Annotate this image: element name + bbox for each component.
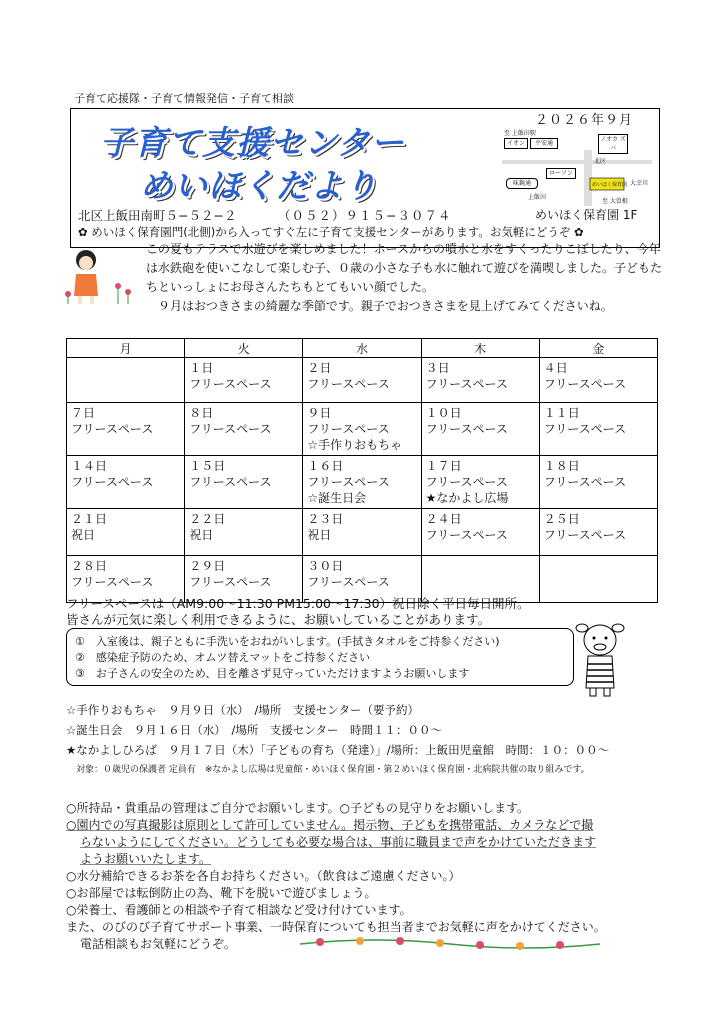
notes-list xyxy=(66,800,666,953)
calendar-day xyxy=(185,358,303,403)
rules-box xyxy=(66,628,574,686)
day-number: ２２日 xyxy=(189,512,226,526)
note-line: 電話相談もお気軽にどうぞ。 xyxy=(80,937,236,951)
map-label: イオン xyxy=(504,138,528,149)
day-activity: フリースペース xyxy=(425,377,508,391)
intro-message xyxy=(146,240,662,316)
calendar-day xyxy=(539,456,657,509)
day-activity: フリースペース xyxy=(543,528,627,542)
day-number: ２９日 xyxy=(189,559,226,573)
note-line: ようお願いいたします。 xyxy=(80,852,212,866)
day-number: ９日 xyxy=(307,406,332,420)
calendar-day xyxy=(539,509,657,556)
day-number: ２５日 xyxy=(543,512,580,526)
weekday-header: 月 xyxy=(67,339,185,358)
calendar-day xyxy=(67,403,185,456)
map-label: ノオカ ズバ xyxy=(598,134,628,154)
phone-number: （０５２）９１５−３０７４ xyxy=(278,208,452,223)
calendar-day xyxy=(421,358,539,403)
day-activity: フリースペース xyxy=(425,422,508,436)
calendar-week xyxy=(67,456,658,509)
calendar-day xyxy=(421,509,539,556)
map-label: 味鋺通 xyxy=(506,178,538,189)
calendar-day xyxy=(539,556,657,603)
calendar-day xyxy=(67,509,185,556)
rule-item: ① 入室後は、親子ともに手洗いをおねがいします。(手拭きタオルをご持参ください) xyxy=(75,635,500,648)
map-label: 平安通 xyxy=(530,138,558,149)
calendar-header-row xyxy=(67,339,658,358)
calendar-week xyxy=(67,358,658,403)
day-activity: 祝日 xyxy=(189,528,214,542)
map-label: 至 上飯田駅 xyxy=(504,130,536,137)
calendar-day xyxy=(185,509,303,556)
day-activity: 祝日 xyxy=(71,528,96,542)
day-number: ２３日 xyxy=(307,512,344,526)
day-number: ３日 xyxy=(425,361,450,375)
day-number: １１日 xyxy=(543,406,580,420)
map-label: 至 大曽根 xyxy=(602,198,628,205)
flower-garland-decoration xyxy=(300,932,600,956)
map-label: ローソン xyxy=(546,168,576,179)
note-line: らないようにしてください。どうしても必要な場合は、事前に職員まで声をかけていただきます xyxy=(80,835,597,849)
day-activity: 祝日 xyxy=(307,528,332,542)
calendar-day xyxy=(303,403,421,456)
issue-date: ２０２６年９月 xyxy=(535,113,634,128)
note-line: ○所持品・貴重品の管理はご自分でお願いします。○子どもの見守りをお願いします。 xyxy=(66,801,530,815)
note-line: ○お部屋では転倒防止の為、靴下を脱いで遊びましょう。 xyxy=(66,886,377,900)
day-activity: フリースペース xyxy=(71,475,154,489)
day-number: １７日 xyxy=(425,459,462,473)
tagline: 子育て応援隊・子育て情報発信・子育て相談 xyxy=(74,92,294,105)
note-line: ○栄養士、看護師との相談や子育て相談など受け付けています。 xyxy=(66,903,412,917)
day-number: １４日 xyxy=(71,459,108,473)
day-number: １８日 xyxy=(543,459,580,473)
day-number: ３０日 xyxy=(307,559,344,573)
map-label: めいほく保育園 xyxy=(592,182,628,188)
day-activity: フリースペース xyxy=(189,575,272,589)
day-activity: フリースペース xyxy=(307,422,390,436)
day-number: １６日 xyxy=(307,459,344,473)
cow-character-illustration xyxy=(572,618,628,700)
day-activity: フリースペース xyxy=(543,475,627,489)
address: 北区上飯田南町５−５２−２ xyxy=(78,208,237,223)
day-number: ２日 xyxy=(307,361,332,375)
day-number: １０日 xyxy=(425,406,462,420)
note-line: ○園内での写真撮影は原則として許可していません。掲示物、子どもを携帯電話、カメラなどで撮 xyxy=(66,818,594,832)
freespace-request: 皆さんが元気に楽しく利用できるように、お願いしていることがあります。 xyxy=(66,612,491,627)
note-line: ○水分補給できるお茶を各自お持ちください。（飲食はご遠慮ください。） xyxy=(66,869,461,883)
day-activity: フリースペース xyxy=(189,377,272,391)
calendar-day xyxy=(421,403,539,456)
map-label: 北区 xyxy=(594,158,607,165)
calendar-week xyxy=(67,403,658,456)
day-number: ４日 xyxy=(543,361,568,375)
calendar-day xyxy=(185,403,303,456)
day-activity: フリースペース xyxy=(543,377,627,391)
nursery-location: めいほく保育園 1F xyxy=(535,208,638,222)
calendar-day xyxy=(421,456,539,509)
location-map xyxy=(502,128,652,206)
calendar-day xyxy=(303,456,421,509)
page-title: 子育て支援センター xyxy=(100,123,405,162)
day-number: ８日 xyxy=(189,406,214,420)
day-activity: フリースペース xyxy=(425,528,508,542)
day-activity: フリースペース xyxy=(71,575,154,589)
calendar-week xyxy=(67,509,658,556)
day-activity: フリースペース xyxy=(425,475,508,489)
entrance-notice: ✿ めいほく保育園門(北側)から入ってすぐ左に子育て支援センターがあります。お気軽にどうぞ ✿ xyxy=(78,225,584,239)
day-event: ☆手作りおもちゃ xyxy=(307,438,403,452)
girl-with-flowers-illustration xyxy=(62,246,140,306)
calendar-day xyxy=(303,358,421,403)
rule-item: ③ お子さんの安全のため、目を離さず見守っていただけますようお願いします xyxy=(75,667,470,680)
day-event: ★なかよし広場 xyxy=(425,491,509,505)
day-activity: フリースペース xyxy=(189,475,272,489)
map-label: 大幸川 xyxy=(630,180,649,187)
freespace-hours: フリースペースは（AM9:00〜11:30 PM15:00〜17:30）祝日除く平日毎日開所。 xyxy=(66,596,530,611)
day-activity: フリースペース xyxy=(189,422,272,436)
day-activity: フリースペース xyxy=(307,475,390,489)
day-activity: フリースペース xyxy=(543,422,627,436)
intro-paragraph: ９月はおつきさまの綺麗な季節です。親子でおつきさまを見上げてみてくださいね。 xyxy=(158,299,613,313)
weekday-header: 水 xyxy=(303,339,421,358)
weekday-header: 金 xyxy=(539,339,657,358)
event-nakayoshi-hiroba: ★なかよしひろば ９月１７日（木）「子どもの育ち（発達）」/場所：上飯田児童館 時間：１０：００〜 xyxy=(66,743,610,757)
calendar-day xyxy=(539,403,657,456)
note-line: また、のびのび子育てサポート事業、一時保育についても担当者までお気軽に声をかけてください。 xyxy=(66,920,606,934)
page-subtitle: めいほくだより xyxy=(140,166,378,205)
calendar-day xyxy=(539,358,657,403)
day-number: ２８日 xyxy=(71,559,108,573)
event-handmade-toys: ☆手作りおもちゃ ９月９日（水） /場所 支援センター（要予約） xyxy=(66,703,419,717)
day-number: ２４日 xyxy=(425,512,462,526)
intro-paragraph: この夏もテラスで水遊びを楽しめました！ホースからの噴水と水をすくったりこぼしたり、今年は水鉄砲を使いこなして楽しむ子、０歳の小さな子も水に触れて遊びを満喫しました。子どもたちといっしょにお母さんたちもとてもいい顔でした。 xyxy=(146,242,663,294)
weekday-header: 木 xyxy=(421,339,539,358)
calendar-day xyxy=(185,456,303,509)
map-label: 上飯田 xyxy=(528,194,547,201)
day-number: ７日 xyxy=(71,406,96,420)
day-event: ☆誕生日会 xyxy=(307,491,367,505)
event-birthday-party: ☆誕生日会 ９月１６日（水） /場所 支援センター 時間１１：００〜 xyxy=(66,723,442,737)
day-number: ２１日 xyxy=(71,512,108,526)
day-number: １日 xyxy=(189,361,214,375)
calendar-table xyxy=(66,338,658,603)
event-target-note: 対象：０歳児の保護者 定員有 ※なかよし広場は児童館・めいほく保育園・第２めいほく保育園・北病院共催の取り組みです。 xyxy=(76,765,590,775)
day-activity: フリースペース xyxy=(307,575,390,589)
calendar-day xyxy=(67,358,185,403)
calendar-day xyxy=(303,509,421,556)
day-activity: フリースペース xyxy=(71,422,154,436)
calendar-day xyxy=(67,456,185,509)
rule-item: ② 感染症予防のため、オムツ替えマットをご持参ください xyxy=(75,651,370,664)
day-activity: フリースペース xyxy=(307,377,390,391)
day-number: １５日 xyxy=(189,459,226,473)
weekday-header: 火 xyxy=(185,339,303,358)
